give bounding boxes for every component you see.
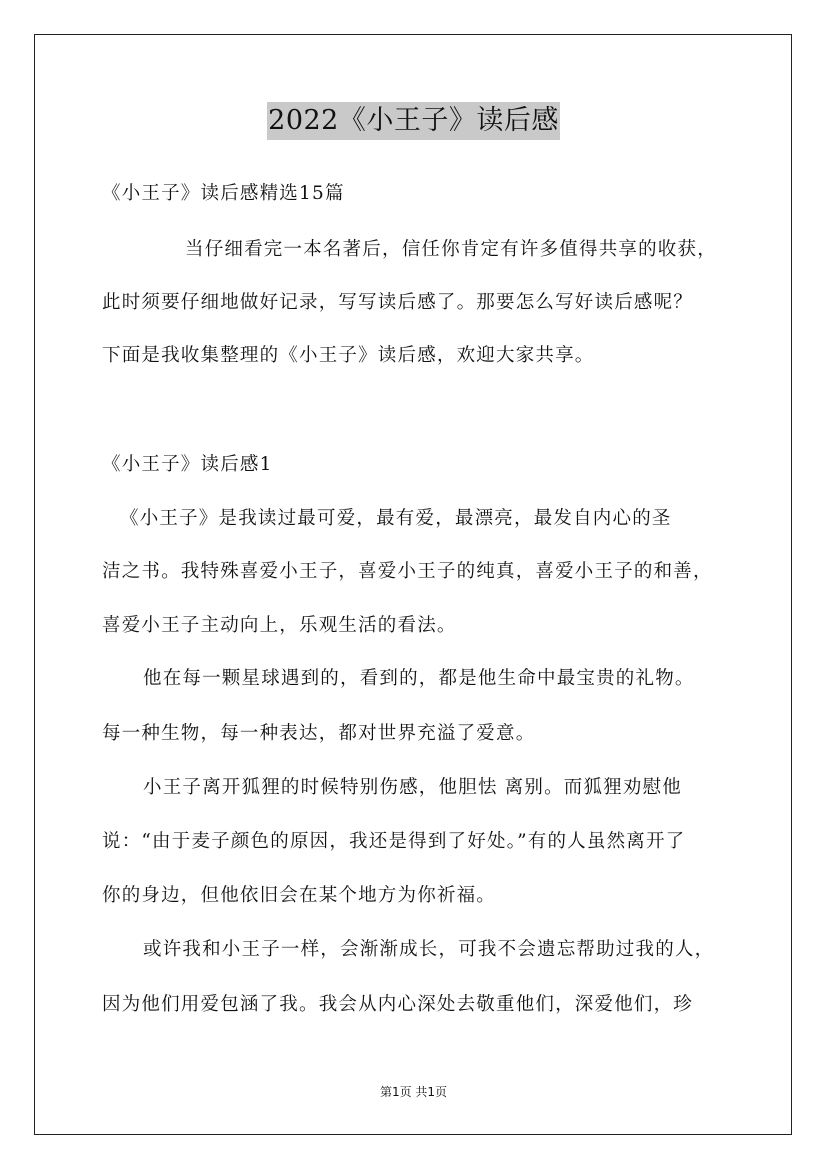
body-line: 你的身边，但他依旧会在某个地方为你祈福。 bbox=[102, 885, 497, 906]
intro-line: 下面是我收集整理的《小王子》读后感，欢迎大家共享。 bbox=[102, 345, 595, 366]
document-subtitle: 《小王子》读后感精选15篇 bbox=[102, 183, 345, 204]
intro-line: 当仔细看完一本名著后，信任你肯定有许多值得共享的收获， bbox=[185, 239, 717, 260]
body-line: 小王子离开狐狸的时候特别伤感，他胆怯 离别。而狐狸劝慰他 bbox=[143, 777, 682, 798]
body-line: 喜爱小王子主动向上，乐观生活的看法。 bbox=[102, 615, 457, 636]
intro-line: 此时须要仔细地做好记录，写写读后感了。那要怎么写好读后感呢？ bbox=[102, 292, 694, 313]
body-line: 洁之书。我特殊喜爱小王子，喜爱小王子的纯真，喜爱小王子的和善， bbox=[102, 561, 713, 582]
body-line: 每一种生物，每一种表达，都对世界充溢了爱意。 bbox=[102, 723, 536, 744]
section-heading: 《小王子》读后感1 bbox=[102, 454, 273, 475]
body-line: 或许我和小王子一样，会渐渐成长，可我不会遗忘帮助过我的人， bbox=[143, 939, 715, 960]
document-title: 2022《小王子》读后感 bbox=[267, 102, 560, 140]
body-line: 说：“由于麦子颜色的原因，我还是得到了好处。”有的人虽然离开了 bbox=[102, 831, 686, 852]
page-footer: 第1页 共1页 bbox=[379, 1085, 448, 1099]
body-line: 因为他们用爱包涵了我。我会从内心深处去敬重他们，深爱他们，珍 bbox=[102, 994, 694, 1015]
body-line: 他在每一颗星球遇到的，看到的，都是他生命中最宝贵的礼物。 bbox=[143, 668, 695, 689]
body-line: 《小王子》是我读过最可爱，最有爱，最漂亮，最发自内心的圣 bbox=[120, 508, 672, 529]
